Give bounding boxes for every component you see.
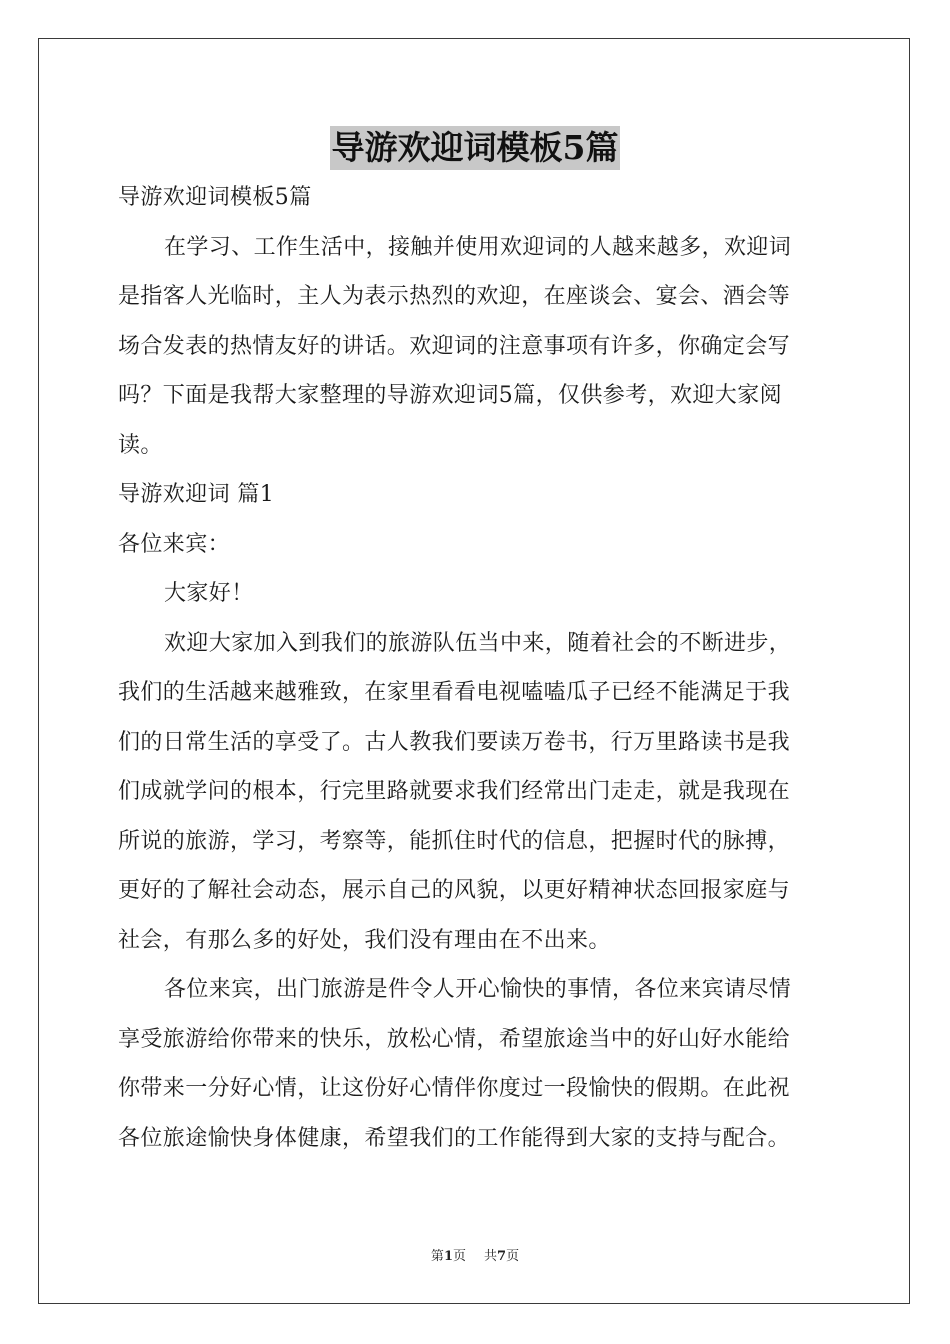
footer-total-suffix: 页 bbox=[506, 1249, 520, 1264]
text-line: 我们的生活越来越雅致，在家里看看电视嗑嗑瓜子已经不能满足于我 bbox=[118, 680, 791, 705]
text-line: 你带来一分好心情，让这份好心情伴你度过一段愉快的假期。在此祝 bbox=[118, 1076, 791, 1101]
page-footer bbox=[0, 1245, 950, 1264]
footer-total-prefix: 共 bbox=[484, 1249, 498, 1264]
document-title: 导游欢迎词模板5篇 bbox=[330, 126, 621, 170]
footer-page-suffix: 页 bbox=[452, 1249, 466, 1264]
document-body bbox=[118, 178, 834, 1168]
text-line: 所说的旅游，学习，考察等，能抓住时代的信息，把握时代的脉搏， bbox=[118, 828, 791, 854]
text-line: 社会，有那么多的好处，我们没有理由在不出来。 bbox=[118, 927, 611, 953]
text-line: 是指客人光临时，主人为表示热烈的欢迎，在座谈会、宴会、酒会等 bbox=[118, 284, 791, 309]
text-line: 们的日常生活的享受了。古人教我们要读万卷书，行万里路读书是我 bbox=[118, 729, 791, 755]
text-line: 各位来宾，出门旅游是件令人开心愉快的事情，各位来宾请尽情 bbox=[164, 977, 792, 1002]
text-line: 导游欢迎词 篇1 bbox=[118, 482, 275, 507]
title-container bbox=[0, 126, 950, 170]
footer-page-total: 7 bbox=[497, 1249, 507, 1264]
text-line: 各位旅途愉快身体健康，希望我们的工作能得到大家的支持与配合。 bbox=[118, 1125, 791, 1151]
text-line: 各位来宾： bbox=[118, 531, 231, 557]
text-line: 更好的了解社会动态，展示自己的风貌，以更好精神状态回报家庭与 bbox=[118, 878, 791, 903]
text-line: 在学习、工作生活中，接触并使用欢迎词的人越来越多，欢迎词 bbox=[164, 234, 792, 260]
text-line: 欢迎大家加入到我们的旅游队伍当中来，随着社会的不断进步， bbox=[164, 630, 792, 656]
text-line: 们成就学问的根本，行完里路就要求我们经常出门走走，就是我现在 bbox=[118, 779, 791, 804]
text-line: 大家好！ bbox=[164, 581, 254, 606]
text-line: 享受旅游给你带来的快乐，放松心情，希望旅途当中的好山好水能给 bbox=[118, 1026, 791, 1052]
text-line: 吗？下面是我帮大家整理的导游欢迎词5篇，仅供参考，欢迎大家阅 bbox=[118, 383, 782, 408]
footer-page-current: 1 bbox=[443, 1249, 453, 1264]
footer-page-prefix: 第 bbox=[430, 1249, 444, 1264]
text-line: 读。 bbox=[118, 432, 163, 458]
text-line: 场合发表的热情友好的讲话。欢迎词的注意事项有许多，你确定会写 bbox=[118, 333, 791, 359]
text-line: 导游欢迎词模板5篇 bbox=[118, 185, 312, 210]
